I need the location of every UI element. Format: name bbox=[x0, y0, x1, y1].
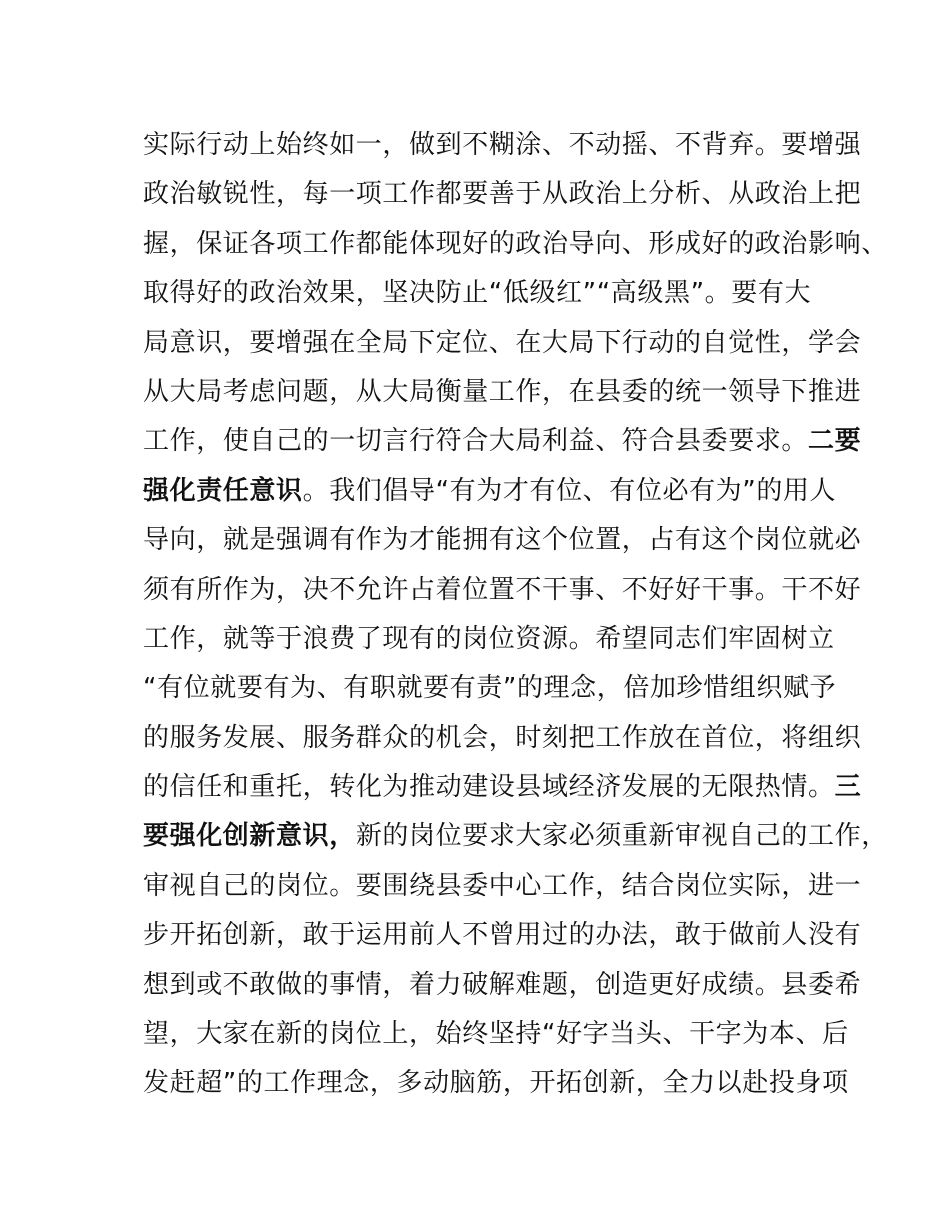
text-run: 实际行动上始终如一，做到不糊涂、不动摇、不背弃。要增强 bbox=[143, 130, 862, 160]
text-line bbox=[143, 1010, 849, 1059]
text-run: “有位就要有为、有职就要有责”的理念，倍加珍惜组织赋予 bbox=[143, 673, 837, 704]
text-line bbox=[143, 763, 862, 812]
text-line bbox=[143, 516, 862, 565]
text-run: 工作，使自己的一切言行符合大局利益、符合县委要求。 bbox=[143, 426, 809, 457]
text-line bbox=[143, 911, 862, 960]
text-line bbox=[143, 417, 862, 466]
bold-heading-run: 二要 bbox=[808, 426, 862, 457]
text-run: 政治敏锐性，每一项工作都要善于从政治上分析、从政治上把 bbox=[143, 179, 862, 210]
text-line bbox=[143, 121, 862, 170]
text-line bbox=[143, 566, 862, 615]
bold-heading-run: 要强化创新意识， bbox=[143, 821, 356, 852]
text-run: 新的岗位要求大家必须重新审视自己的工作， bbox=[355, 821, 888, 852]
text-run: 。我们倡导“有为才有位、有位必有为”的用人 bbox=[302, 475, 837, 506]
text-line bbox=[143, 269, 843, 318]
bold-heading-run: 三 bbox=[834, 772, 862, 803]
text-line bbox=[143, 812, 888, 861]
bold-heading-run: 强化责任意识 bbox=[143, 475, 303, 506]
text-run: 导向，就是强调有作为才能拥有这个位置，占有这个岗位就必 bbox=[143, 525, 862, 556]
text-line bbox=[143, 714, 862, 763]
text-run: 从大局考虑问题，从大局衡量工作，在县委的统一领导下推进 bbox=[143, 376, 862, 407]
text-run: 审视自己的岗位。要围绕县委中心工作，结合岗位实际，进一 bbox=[143, 870, 862, 901]
text-line bbox=[143, 220, 888, 269]
text-line bbox=[143, 368, 862, 417]
text-line bbox=[143, 467, 843, 516]
text-run: 取得好的政治效果，坚决防止“低级红”“高级黑”。要有大 bbox=[143, 278, 812, 309]
text-line bbox=[143, 1059, 849, 1108]
text-run: 的信任和重托，转化为推动建设县域经济发展的无限热情。 bbox=[143, 772, 835, 803]
text-run: 想到或不敢做的事情，着力破解难题，创造更好成绩。县委希 bbox=[143, 969, 862, 1000]
text-line bbox=[143, 170, 862, 219]
text-run: 须有所作为，决不允许占着位置不干事、不好好干事。干不好 bbox=[143, 574, 862, 605]
text-run: 握，保证各项工作都能体现好的政治导向、形成好的政治影响、 bbox=[143, 228, 888, 259]
body-paragraph bbox=[143, 121, 888, 1109]
text-run: 望，大家在新的岗位上，始终坚持“好字当头、干字为本、后 bbox=[143, 1019, 849, 1050]
text-run: 工作，就等于浪费了现有的岗位资源。希望同志们牢固树立 bbox=[143, 623, 835, 654]
text-line bbox=[143, 615, 843, 664]
text-line bbox=[143, 319, 862, 368]
text-line bbox=[143, 664, 843, 713]
text-line bbox=[143, 961, 862, 1010]
text-run: 发赶超”的工作理念，多动脑筋，开拓创新，全力以赴投身项 bbox=[143, 1068, 849, 1099]
text-line bbox=[143, 862, 862, 911]
text-run: 局意识，要增强在全局下定位、在大局下行动的自觉性，学会 bbox=[143, 327, 862, 358]
text-run: 的服务发展、服务群众的机会，时刻把工作放在首位，将组织 bbox=[143, 722, 862, 753]
text-run: 步开拓创新，敢于运用前人不曾用过的办法，敢于做前人没有 bbox=[143, 920, 862, 951]
